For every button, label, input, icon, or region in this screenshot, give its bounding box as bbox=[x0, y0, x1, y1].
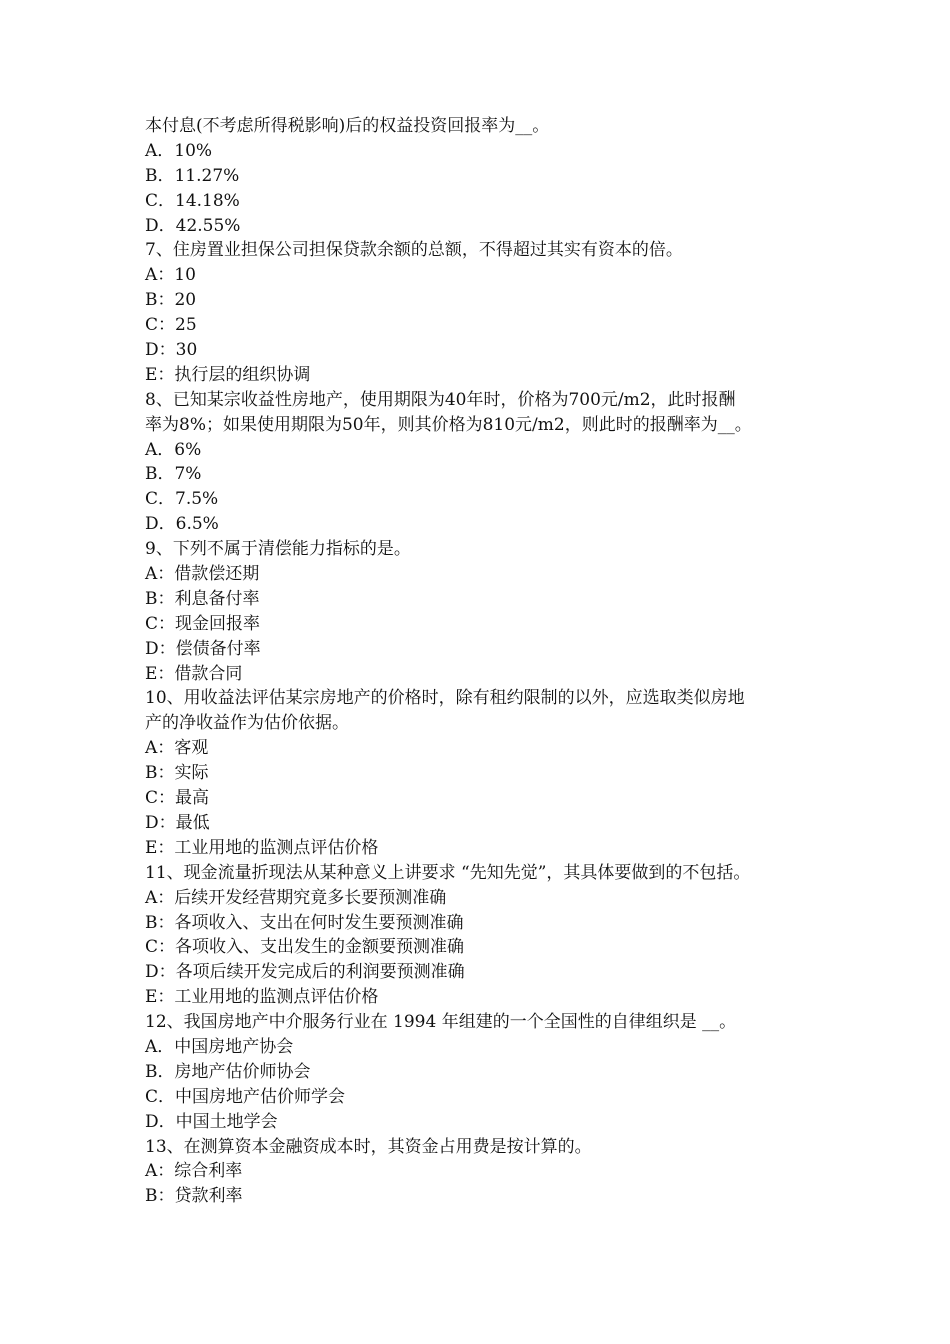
option-line: A．中国房地产协会 bbox=[145, 1036, 294, 1057]
option-line: B：各项收入、支出在何时发生要预测准确 bbox=[145, 912, 464, 933]
question-8-continued: 率为8%；如果使用期限为50年，则其价格为810元/m2，则此时的报酬率为__。 bbox=[145, 414, 752, 435]
option-line: E：工业用地的监测点评估价格 bbox=[145, 837, 379, 858]
document-body bbox=[145, 114, 825, 1209]
question-10: 10、用收益法评估某宗房地产的价格时，除有租约限制的以外，应选取类似房地 bbox=[145, 688, 745, 709]
option-line: A．10% bbox=[145, 140, 213, 161]
option-line: C．中国房地产估价师学会 bbox=[145, 1086, 346, 1107]
option-line: C．7.5% bbox=[145, 489, 219, 510]
option-line: B．房地产估价师协会 bbox=[145, 1061, 311, 1082]
text-line: 本付息(不考虑所得税影响)后的权益投资回报率为__。 bbox=[145, 116, 550, 136]
option-line: A：客观 bbox=[145, 738, 209, 759]
option-line: A．6% bbox=[145, 439, 202, 460]
option-line: B：20 bbox=[145, 290, 197, 311]
option-line: C：各项收入、支出发生的金额要预测准确 bbox=[145, 937, 465, 958]
option-line: B：贷款利率 bbox=[145, 1186, 243, 1207]
option-line: D：30 bbox=[145, 340, 198, 361]
option-line: D．中国土地学会 bbox=[145, 1111, 278, 1132]
question-7: 7、住房置业担保公司担保贷款余额的总额，不得超过其实有资本的倍。 bbox=[145, 240, 683, 261]
option-line: D：最低 bbox=[145, 812, 210, 833]
question-8: 8、已知某宗收益性房地产，使用期限为40年时，价格为700元/m2，此时报酬 bbox=[145, 389, 736, 410]
option-line: B：实际 bbox=[145, 763, 209, 784]
option-line: A：10 bbox=[145, 265, 196, 286]
option-line: C：25 bbox=[145, 315, 197, 336]
question-9: 9、下列不属于清偿能力指标的是。 bbox=[145, 539, 411, 560]
option-line: B．7% bbox=[145, 464, 202, 485]
question-10-continued: 产的净收益作为估价依据。 bbox=[145, 713, 349, 734]
option-line: D：各项后续开发完成后的利润要预测准确 bbox=[145, 962, 465, 983]
question-12: 12、我国房地产中介服务行业在 1994 年组建的一个全国性的自律组织是 __。 bbox=[145, 1012, 737, 1033]
option-line: D．6.5% bbox=[145, 514, 219, 535]
option-line: C：现金回报率 bbox=[145, 613, 261, 634]
option-line: C：最高 bbox=[145, 788, 210, 809]
option-line: A：后续开发经营期究竟多长要预测准确 bbox=[145, 887, 447, 908]
option-line: B：利息备付率 bbox=[145, 588, 260, 609]
option-line: E：工业用地的监测点评估价格 bbox=[145, 987, 379, 1008]
option-line: E：借款合同 bbox=[145, 663, 243, 684]
option-line: B．11.27% bbox=[145, 165, 240, 186]
question-11: 11、现金流量折现法从某种意义上讲要求 “先知先觉”，其具体要做到的不包括。 bbox=[145, 862, 751, 883]
option-line: C．14.18% bbox=[145, 190, 240, 211]
option-line: D．42.55% bbox=[145, 215, 241, 236]
option-line: E：执行层的组织协调 bbox=[145, 364, 311, 385]
question-13: 13、在测算资本金融资成本时，其资金占用费是按计算的。 bbox=[145, 1136, 592, 1157]
option-line: A：综合利率 bbox=[145, 1161, 243, 1182]
option-line: D：偿债备付率 bbox=[145, 638, 261, 659]
option-line: A：借款偿还期 bbox=[145, 564, 260, 585]
